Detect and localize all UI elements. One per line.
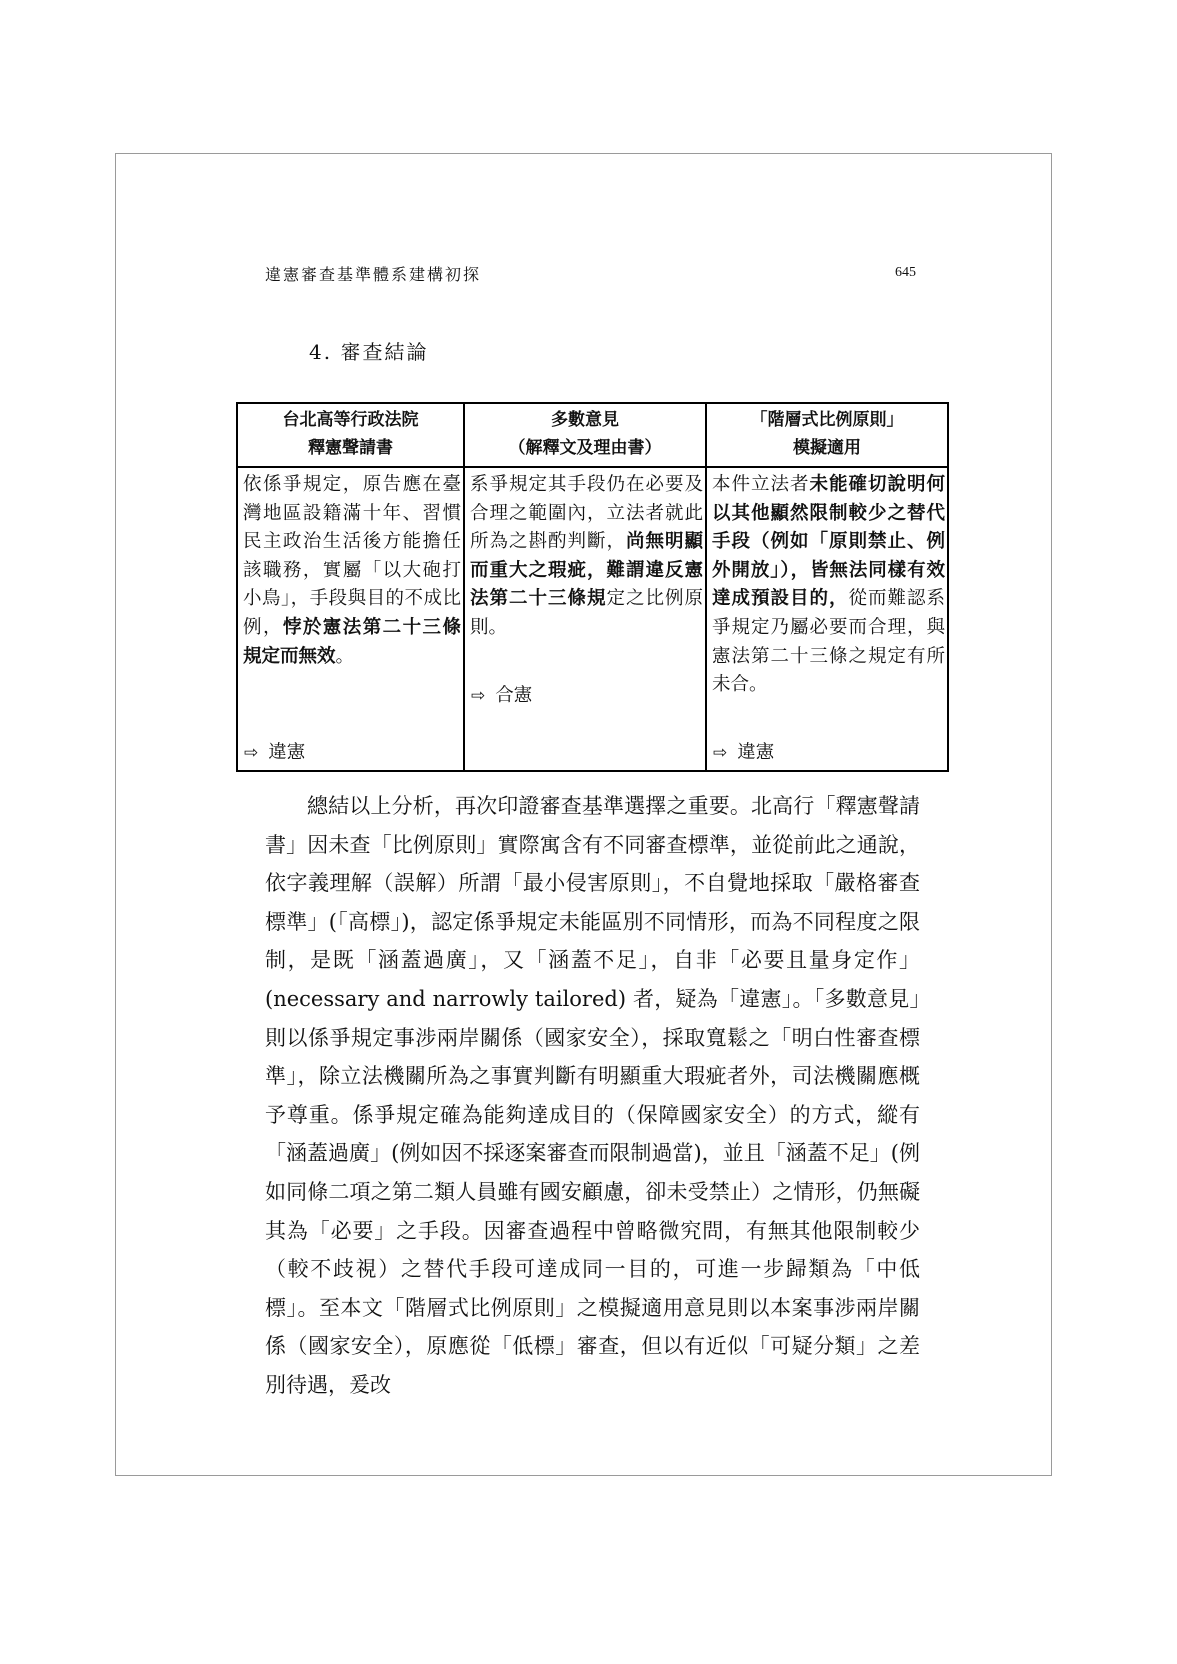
column-header-line2: 模擬適用 (793, 438, 861, 458)
arrow-right-icon: ⇨ (713, 743, 728, 763)
verdict-label: 合憲 (495, 685, 533, 706)
running-title: 違憲審查基準體系建構初探 (265, 265, 482, 284)
section-heading: 4. 審查結論 (309, 340, 429, 364)
arrow-right-icon: ⇨ (471, 686, 486, 706)
verdict-label: 違憲 (737, 742, 775, 763)
column-header (237, 403, 464, 467)
cell-text-plain: 系爭規定其手段仍在必要及合理之範圍內，立法者就此所為之斟酌判斷， (470, 474, 703, 553)
cell-text-end: 從而難認系爭規定乃屬必要而合理，與憲法第二十三條之規定有所未合。 (712, 588, 945, 696)
table-cell (237, 467, 464, 771)
verdict (471, 682, 532, 711)
cell-text-end: 定之比例原則。 (470, 588, 703, 638)
table-cell (706, 467, 948, 771)
table-row (237, 467, 948, 771)
body-paragraph: 總結以上分析，再次印證審查基準選擇之重要。北高行「釋憲聲請書」因未查「比例原則」實際寓含有不同審查標準，並從前此之通說，依字義理解（誤解）所謂「最小侵害原則」，不自覺地採取「嚴格審查標準」(「高標」)，認定係爭規定未能區別不同情形，而為不同程度之限制，是既「涵蓋過廣」，又「涵蓋不足」，自非「必要且量身定作」(necessary and narrowly tailored) 者，疑為「違憲」。「多數意見」則以係爭規定事涉兩岸關係（國家安全），採取寬鬆之「明白性審查標準」，除立法機關所為之事實判斷有明顯重大瑕疵者外，司法機關應概予尊重。係爭規定確為能夠達成目的（保障國家安全）的方式，縱有「涵蓋過廣」(例如因不採逐案審查而限制過當)，並且「涵蓋不足」(例如同條二項之第二類人員雖有國安顧慮，卻未受禁止）之情形，仍無礙其為「必要」之手段。因審查過程中曾略微究問，有無其他限制較少（較不歧視）之替代手段可達成同一目的，可進一步歸類為「中低標」。至本文「階層式比例原則」之模擬適用意見則以本案事涉兩岸關係（國家安全），原應從「低標」審查，但以有近似「可疑分類」之差別待遇，爰改 (265, 794, 920, 1397)
cell-text-bold: 悖於憲法第二十三條規定而無效 (243, 616, 461, 667)
cell-text-plain: 本件立法者 (712, 474, 810, 495)
column-header (464, 403, 706, 467)
cell-text (470, 471, 703, 643)
verdict (713, 739, 774, 768)
verdict-label: 違憲 (268, 742, 306, 763)
verdict (244, 739, 305, 768)
table-header-row (237, 403, 948, 467)
column-header (706, 403, 948, 467)
column-header-line2: 釋憲聲請書 (308, 438, 393, 458)
cell-text-end: 。 (335, 645, 355, 667)
arrow-right-icon: ⇨ (244, 743, 259, 763)
column-header-line2: （解釋文及理由書） (508, 438, 662, 458)
cell-text (243, 471, 461, 671)
cell-text-bold: 未能確切說明何以其他顯然限制較少之替代手段（例如「原則禁止、例外開放」），皆無法同樣有效達成預設目的， (712, 474, 945, 610)
comparison-table (236, 402, 949, 772)
column-header-line1: 多數意見 (551, 410, 619, 430)
cell-text-bold: 尚無明顯而重大之瑕疵，難謂違反憲法第二十三條規 (470, 531, 703, 610)
table-cell (464, 467, 706, 771)
page-number: 645 (895, 265, 916, 280)
cell-text (712, 471, 945, 700)
column-header-line1: 「階層式比例原則」 (750, 410, 904, 430)
column-header-line1: 台北高等行政法院 (282, 410, 419, 430)
cell-text-plain: 依係爭規定，原告應在臺灣地區設籍滿十年、習慣民主政治生活後方能擔任該職務，實屬「以大砲打小鳥」，手段與目的不成比例， (243, 474, 461, 638)
